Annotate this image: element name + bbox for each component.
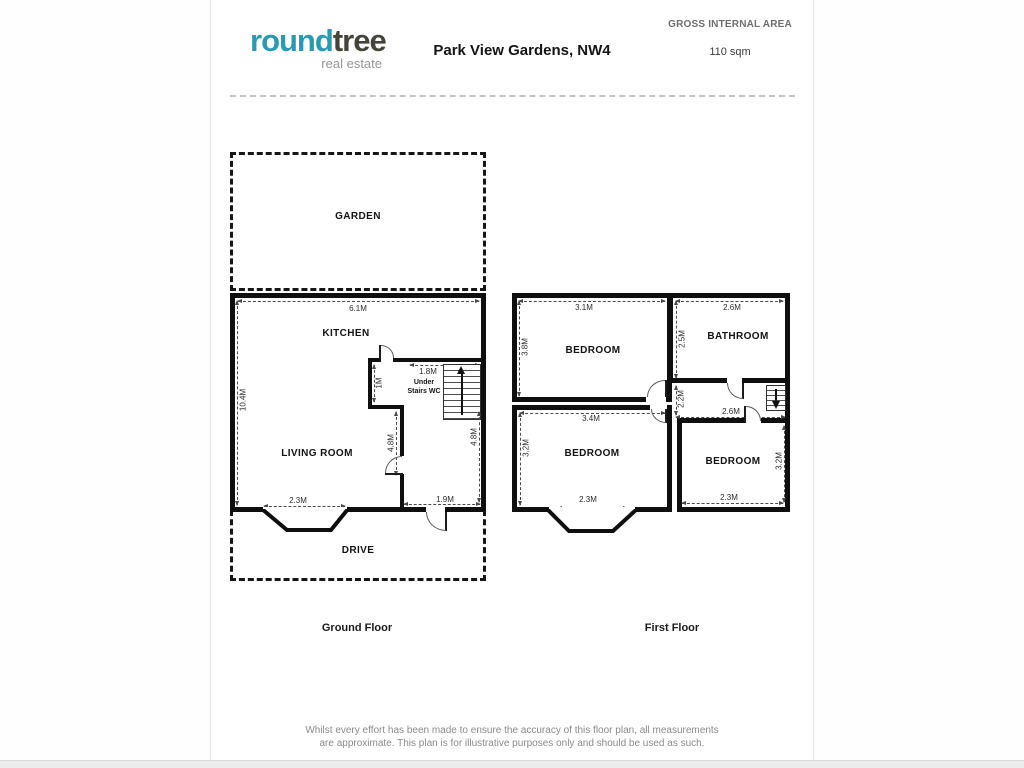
ground-floor-caption: Ground Floor [321, 622, 393, 634]
dim-kitchen-width-label: 6.1M [349, 304, 367, 313]
dim-bedroom-rear-right-width-label: 2.3M [720, 493, 738, 502]
dim-hall-width-line [404, 504, 480, 505]
brand-logo-secondary: tree [332, 23, 386, 58]
header-divider [230, 95, 795, 97]
dim-bedroom-front-width-label: 3.1M [575, 303, 593, 312]
room-label-kitchen: KITCHEN [322, 328, 370, 339]
room-label-bedroom-front: BEDROOM [565, 345, 621, 356]
dim-bedroom-rear-left-depth-line [520, 413, 521, 505]
page-bottom-strip [0, 760, 1024, 768]
dim-landing-width-line [676, 417, 785, 418]
dim-landing-depth-label: 2.2M [676, 390, 686, 408]
wc-label-line1: Under [413, 379, 435, 386]
dim-wc-width-label: 1.8M [419, 367, 437, 376]
dim-wc-height-label: 1M [374, 377, 384, 389]
dim-hall-depth-label: 4.8M [469, 428, 479, 446]
stairs-down-arrow-icon [772, 401, 780, 409]
stairs-up-arrow-icon [457, 366, 465, 374]
room-label-bedroom-rear-left: BEDROOM [564, 448, 620, 459]
room-label-bathroom: BATHROOM [707, 331, 769, 342]
door-leaf-bedroom-front [665, 380, 667, 397]
dim-bedroom-front-width-line [519, 301, 665, 302]
dim-bathroom-width-label: 2.6M [723, 303, 741, 312]
room-label-bedroom-rear-right: BEDROOM [705, 456, 761, 467]
door-opening-kitchen-wc [381, 358, 393, 362]
wall-wc-bottom [368, 405, 404, 409]
dim-bay-width-label: 2.3M [289, 496, 307, 505]
room-label-drive: DRIVE [341, 545, 375, 556]
dim-bedroom-rear-left-depth-label: 3.2M [521, 439, 531, 457]
dim-bedroom-rear-left-width-label: 3.4M [582, 414, 600, 423]
bay-window-ground [255, 509, 355, 535]
door-leaf-living [385, 473, 403, 475]
dim-bedroom-front-depth-label: 3.8M [520, 338, 530, 356]
dim-kitchen-width-line [238, 301, 479, 302]
stairs-up-arrow-line [461, 373, 463, 415]
dim-bathroom-width-line [676, 301, 783, 302]
gross-internal-area-value: 110 sqm [709, 46, 751, 58]
dim-bedroom-rear-right-depth-line [784, 426, 785, 502]
first-floor-caption: First Floor [644, 622, 700, 634]
dim-hall-depth-line [479, 412, 480, 502]
dim-bedroom-rear-right-depth-label: 3.2M [774, 452, 784, 470]
door-opening-bedroom-front [646, 397, 666, 402]
disclaimer-line1: Whilst every effort has been made to ensure the accuracy of this floor plan, all measurements [305, 725, 719, 736]
disclaimer-line2: are approximate. This plan is for illustrative purposes only and should be used as such. [319, 738, 705, 749]
dim-bedroom-rear-right-width-line [682, 503, 783, 504]
brand-logo-primary: round [250, 23, 333, 58]
room-label-garden: GARDEN [335, 211, 381, 222]
page-title: Park View Gardens, NW4 [433, 42, 611, 59]
brand-tagline: real estate [321, 56, 382, 71]
wc-label-line2: Stairs WC [407, 388, 441, 395]
dim-living-depth-label: 4.8M [386, 434, 396, 452]
dim-bedroom-rear-left-bay-label: 2.3M [579, 495, 597, 504]
brand-logo [250, 23, 390, 71]
wall-hall-upper [400, 405, 404, 456]
dim-hall-width-label: 1.9M [436, 495, 454, 504]
room-label-living-room: LIVING ROOM [281, 448, 353, 459]
brand-logo-text [250, 23, 390, 58]
gross-internal-area-label: GROSS INTERNAL AREA [668, 19, 792, 30]
bay-window-first [540, 509, 644, 535]
dim-bathroom-depth-label: 2.5M [677, 330, 687, 348]
dim-landing-width-label: 2.6M [722, 407, 740, 416]
dim-house-depth-label: 10.4M [238, 388, 248, 412]
